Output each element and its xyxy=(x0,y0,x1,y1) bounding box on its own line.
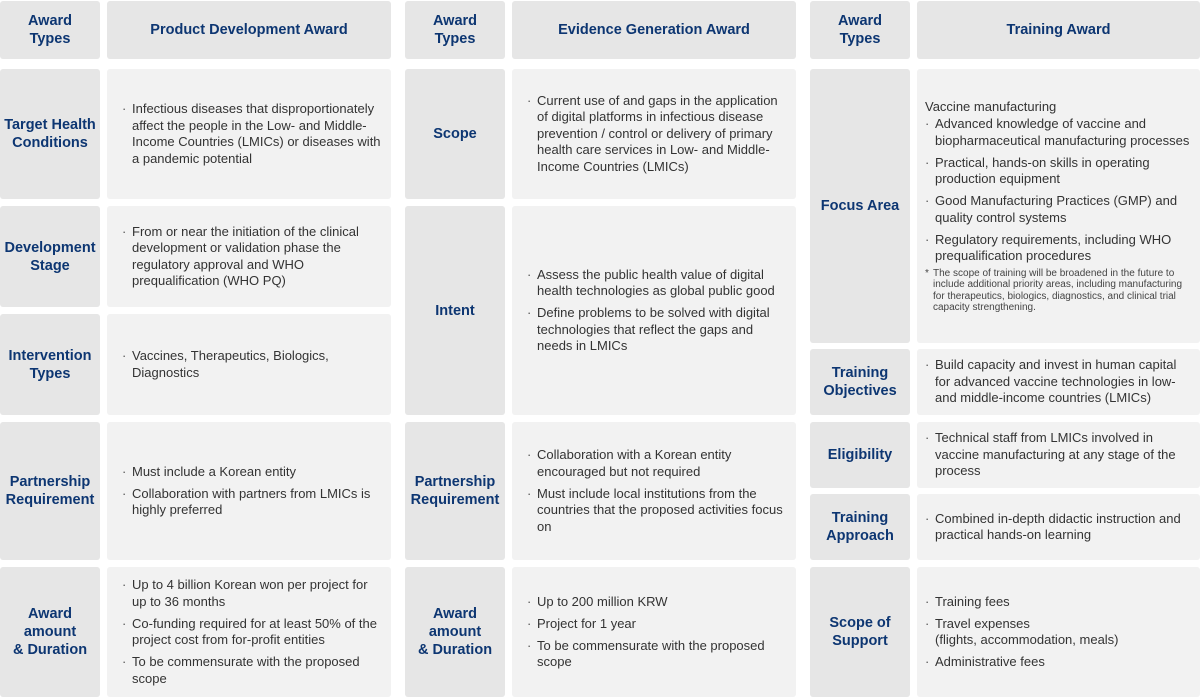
eg-row-label-scope xyxy=(405,69,505,199)
eg-row-label-partnership-requirement xyxy=(405,422,505,560)
pd-row-label-development-stage xyxy=(0,206,100,307)
eg-row-label-award-amount-duration xyxy=(405,567,505,697)
list-item: · From or near the initiation of the clinical development or validation phase the regulatory approval and WHO prequalification (WHO PQ) xyxy=(122,224,381,290)
list-item: · Collaboration with partners from LMICs is highly preferred xyxy=(122,486,381,519)
list-item: · Define problems to be solved with digital technologies that reflect the gaps and needs in LMICs xyxy=(527,305,786,355)
eg-row-label-text: Scope xyxy=(433,126,477,142)
pd-row-label-text: Target Health Conditions xyxy=(4,117,96,151)
tr-row-label-focus-area xyxy=(810,69,910,343)
list-item: · Must include local institutions from the countries that the proposed activities focus on xyxy=(527,486,786,536)
list-item: · Co-funding required for at least 50% of the project cost from for-profit entities xyxy=(122,616,381,649)
eg-row-content-intent xyxy=(512,206,796,415)
focus-area-intro: Vaccine manufacturing xyxy=(925,98,1057,114)
tr-row-label-training-objectives xyxy=(810,349,910,415)
pd-row-content-award-amount-duration xyxy=(107,567,391,697)
list-item: · Collaboration with a Korean entity encouraged but not required xyxy=(527,447,786,480)
pd-row-label-partnership-requirement xyxy=(0,422,100,560)
eg-row-content-scope xyxy=(512,69,796,199)
pd-row-label-target-health-conditions xyxy=(0,69,100,199)
tr-award-title-text: Training Award xyxy=(1006,22,1111,38)
tr-row-label-eligibility xyxy=(810,422,910,488)
list-item: · Advanced knowledge of vaccine and biopharmaceutical manufacturing processes xyxy=(925,116,1192,149)
eg-award-title-header xyxy=(512,1,796,59)
tr-row-label-text: Eligibility xyxy=(827,447,893,463)
pd-award-types-header xyxy=(0,1,100,59)
tr-row-label-scope-of-support xyxy=(810,567,910,697)
pd-award-title-header xyxy=(107,1,391,59)
pd-row-label-intervention-types xyxy=(0,314,100,415)
pd-row-content-target-health-conditions xyxy=(107,69,391,199)
list-item: · Administrative fees xyxy=(925,654,1190,671)
list-item: · To be commensurate with the proposed scope xyxy=(122,654,381,687)
list-item: · Project for 1 year xyxy=(527,616,786,633)
list-item: · Combined in-depth didactic instruction and practical hands-on learning xyxy=(925,511,1190,544)
pd-row-label-text: Development Stage xyxy=(4,239,96,274)
list-item: · Must include a Korean entity xyxy=(122,464,381,481)
eg-row-label-text: Partnership Requirement xyxy=(410,474,500,508)
list-item: · Assess the public health value of digital health technologies as global public good xyxy=(527,267,786,300)
eg-row-label-text: Intent xyxy=(435,302,475,319)
list-item: · Regulatory requirements, including WHO prequalification procedures xyxy=(925,232,1192,265)
list-item: · To be commensurate with the proposed scope xyxy=(527,638,786,671)
pd-row-label-award-amount-duration xyxy=(0,567,100,697)
list-item: · Current use of and gaps in the application of digital platforms in infectious disease prevention / control or delivery of primary health care services in Low- and Middle-Income Countries (LMICs) xyxy=(527,93,786,176)
tr-row-content-focus-area xyxy=(917,69,1200,343)
eg-award-types-header xyxy=(405,1,505,59)
pd-row-label-text: Intervention Types xyxy=(8,347,92,382)
pd-row-content-partnership-requirement xyxy=(107,422,391,560)
eg-row-content-award-amount-duration xyxy=(512,567,796,697)
pd-row-content-development-stage xyxy=(107,206,391,307)
pd-row-label-text: Award amount & Duration xyxy=(12,606,88,658)
tr-row-content-eligibility xyxy=(917,422,1200,488)
tr-row-label-text: Training Objectives xyxy=(823,365,897,399)
tr-award-types-header-text: Award Types xyxy=(837,13,883,47)
list-item: · Practical, hands-on skills in operating production equipment xyxy=(925,155,1192,188)
list-item: · Good Manufacturing Practices (GMP) and quality control systems xyxy=(925,193,1192,226)
tr-award-types-header xyxy=(810,1,910,59)
tr-award-title-header xyxy=(917,1,1200,59)
pd-award-title-text: Product Development Award xyxy=(150,22,348,38)
eg-award-types-header-text: Award Types xyxy=(432,13,478,47)
tr-row-content-scope-of-support xyxy=(917,567,1200,697)
pd-row-content-intervention-types xyxy=(107,314,391,415)
pd-award-types-header-text: Award Types xyxy=(27,13,73,47)
tr-row-label-text: Focus Area xyxy=(820,198,900,214)
list-item: · Build capacity and invest in human capital for advanced vaccine technologies in low- and middle-income countries (LMICs) xyxy=(925,357,1190,407)
tr-row-content-training-objectives xyxy=(917,349,1200,415)
list-item: · Technical staff from LMICs involved in vaccine manufacturing at any stage of the process xyxy=(925,430,1190,480)
eg-award-title-text: Evidence Generation Award xyxy=(558,22,750,38)
eg-row-label-intent xyxy=(405,206,505,415)
focus-area-footnote: * The scope of training will be broadened in the future to include additional priority areas, including manufacturing for therapeutics, biologics, diagnostics, and clinical trial capacity strengthening. xyxy=(925,268,1192,314)
tr-row-label-training-approach xyxy=(810,494,910,560)
list-item: · Up to 200 million KRW xyxy=(527,594,786,611)
tr-row-label-text: Scope of Support xyxy=(829,615,891,649)
eg-row-label-text: Award amount & Duration xyxy=(417,606,493,658)
pd-row-label-text: Partnership Requirement xyxy=(5,474,95,508)
list-item: · Travel expenses (flights, accommodation, meals) xyxy=(925,616,1190,649)
list-item: · Vaccines, Therapeutics, Biologics, Diagnostics xyxy=(122,348,381,381)
eg-row-content-partnership-requirement xyxy=(512,422,796,560)
tr-row-label-text: Training Approach xyxy=(826,510,894,544)
list-item: · Infectious diseases that disproportionately affect the people in the Low- and Middle-Income Countries (LMICs) or diseases with a pandemic potential xyxy=(122,101,381,167)
list-item: · Training fees xyxy=(925,594,1190,611)
list-item: · Up to 4 billion Korean won per project for up to 36 months xyxy=(122,577,381,610)
tr-row-content-training-approach xyxy=(917,494,1200,560)
